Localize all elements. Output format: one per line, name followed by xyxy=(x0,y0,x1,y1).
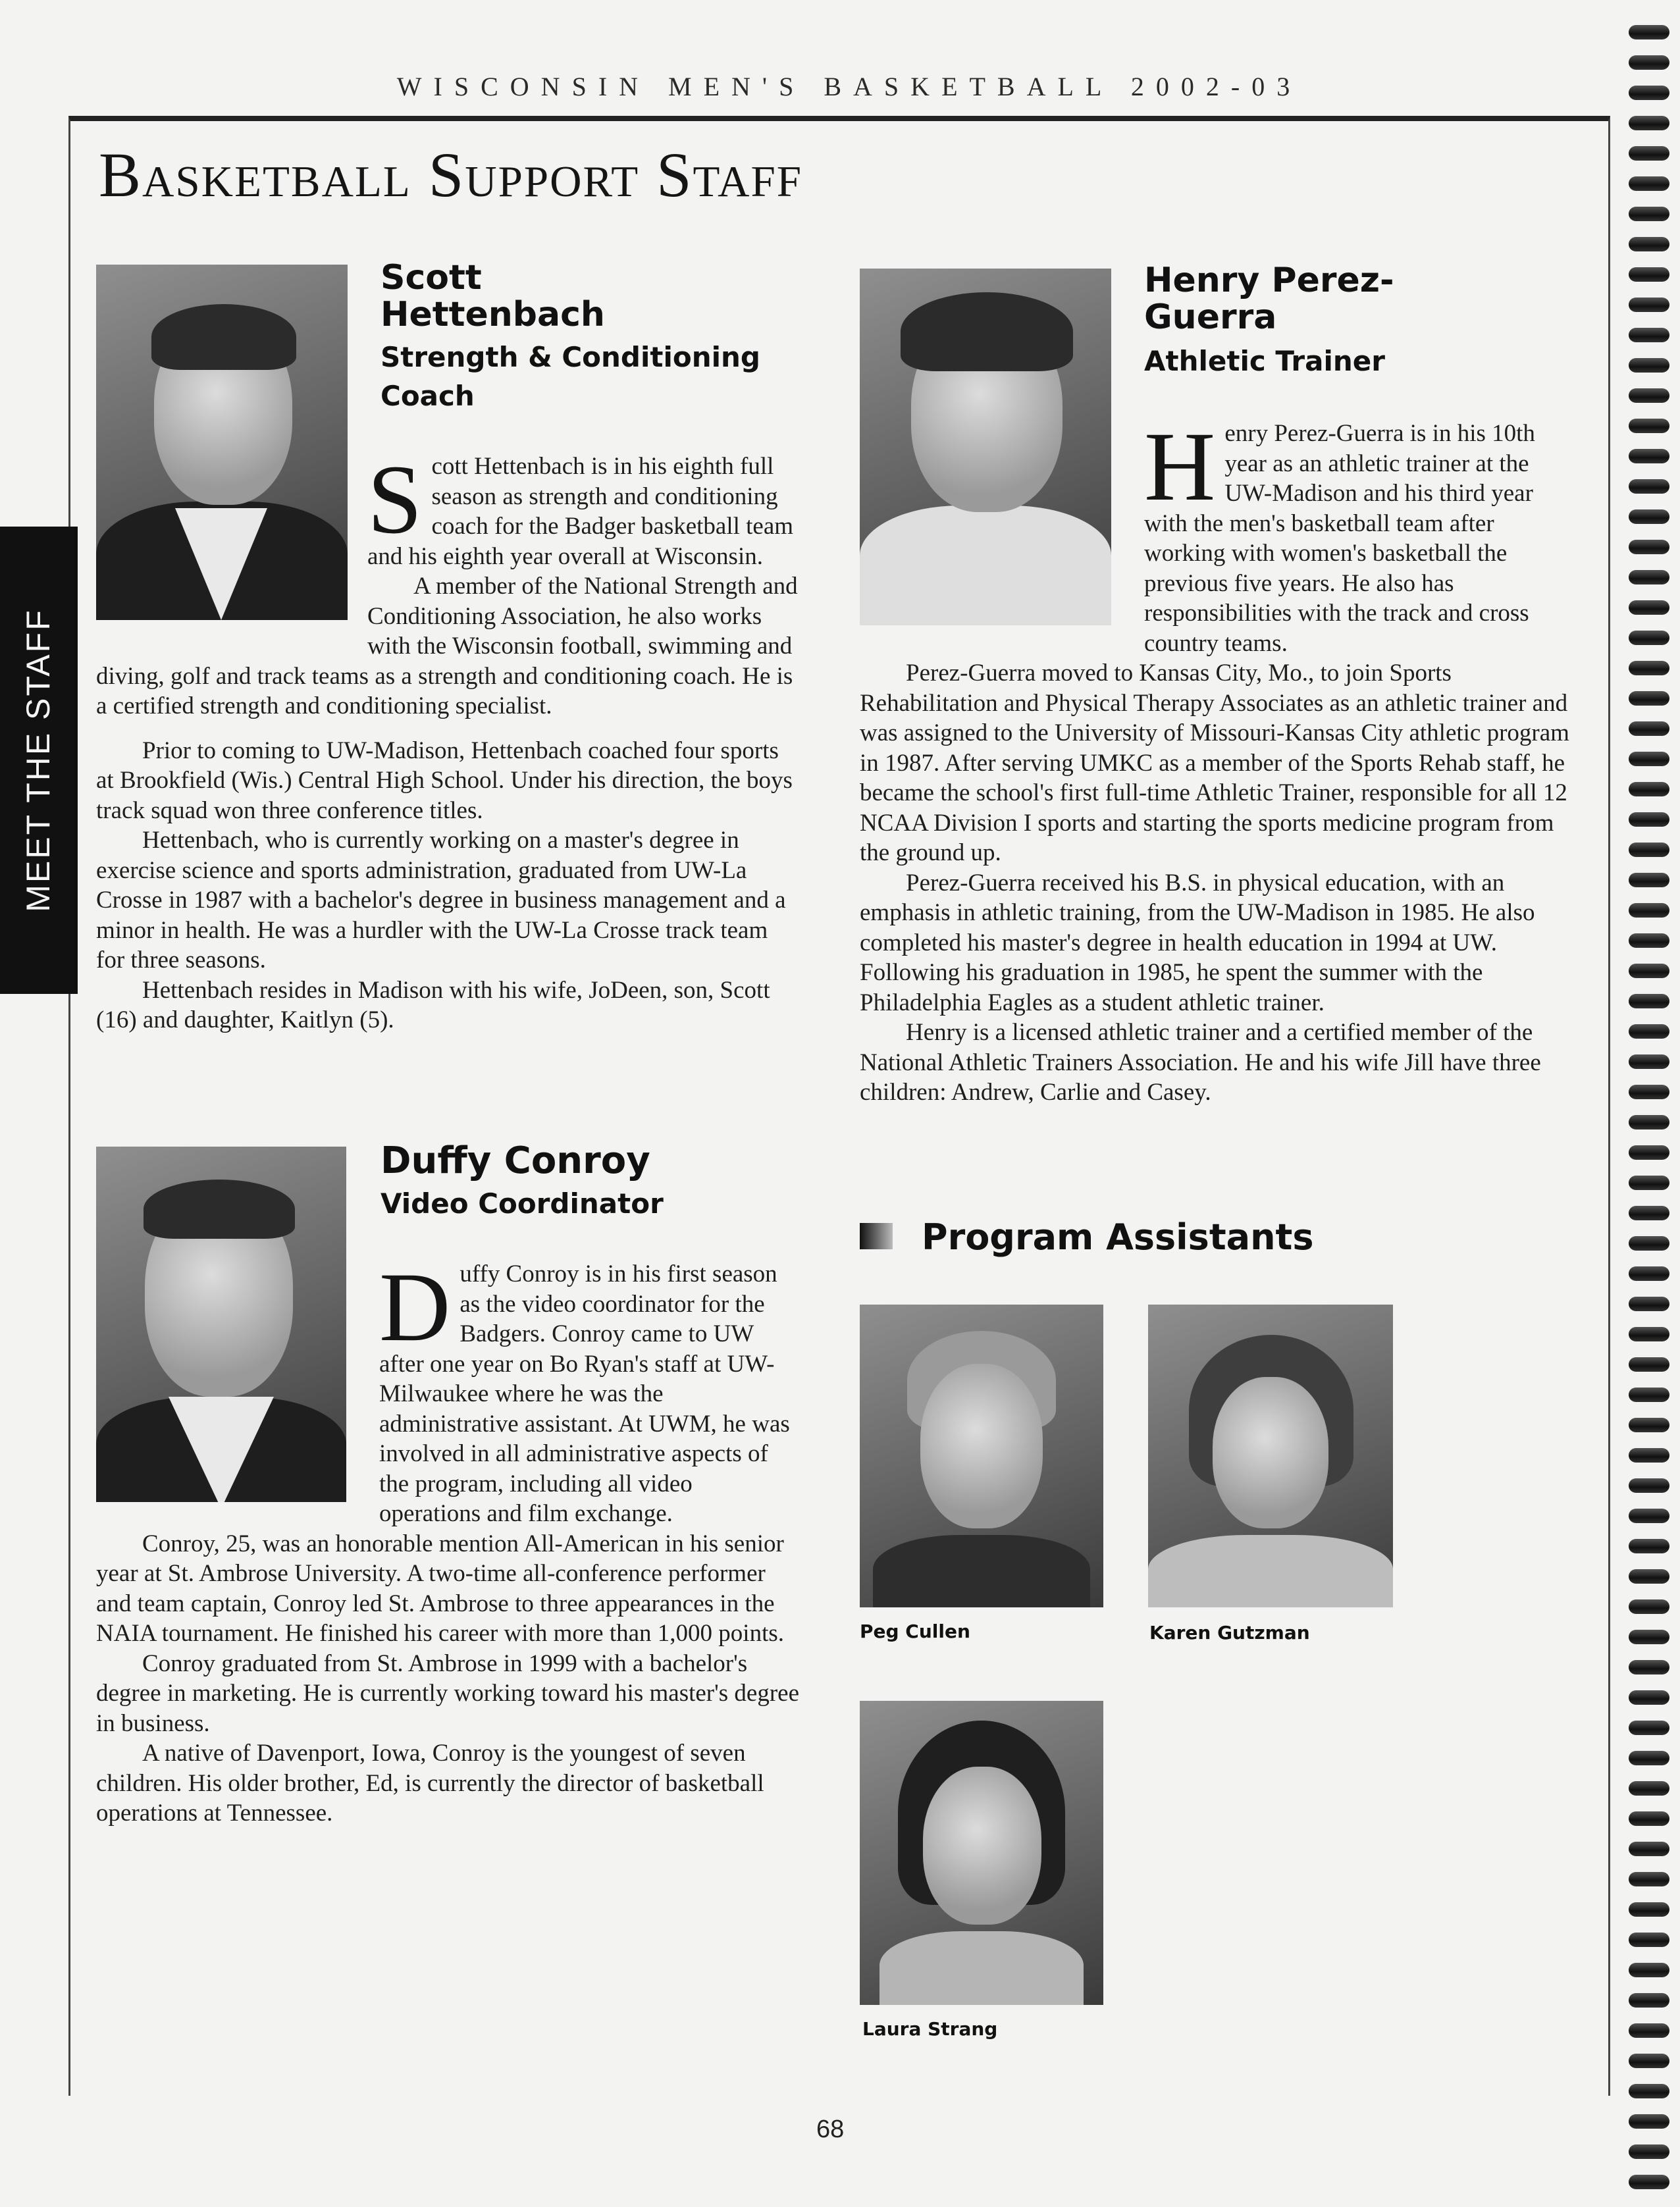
bio-paragraph: A member of the National Strength and Conditioning Association, he also works with the Wisconsin football, swimming and diving, golf and track teams as a strength and conditioning coach. He is a certified strength and conditioning specialist. xyxy=(96,573,798,719)
binding-ring xyxy=(1629,933,1669,948)
bio-paragraph: Perez-Guerra moved to Kansas City, Mo., to join Sports Rehabilitation and Physical Therapy Associates as an athletic trainer and was assigned to the University of Missouri-Kansas City athletic program in 1987. After serving UMKC as a member of the Sports Rehab staff, he became the school's first full-time Athletic Trainer, responsible for all 12 NCAA Division I sports and starting the sports medicine program from the ground up. xyxy=(860,660,1569,866)
binding-ring xyxy=(1629,782,1669,796)
bio-paragraph: Hettenbach resides in Madison with his wife, JoDeen, son, Scott (16) and daughter, Kaitlyn (5). xyxy=(96,976,770,1033)
binding-ring xyxy=(1629,1236,1669,1251)
bio-paragraph: Prior to coming to UW-Madison, Hettenbach coached four sports at Brookfield (Wis.) Central High School. Under his direction, the boys track squad won three conference titles. xyxy=(96,737,793,824)
binding-ring xyxy=(1629,721,1669,736)
binding-ring xyxy=(1629,2023,1669,2038)
binding-ring xyxy=(1629,1054,1669,1069)
bio-paragraph: enry Perez-Guerra is in his 10th year as an athletic trainer at the UW-Madison and his third year with the men's basketball team after working with women's basketball the previous five years. He also has responsibilities with the track and cross country teams. xyxy=(1144,420,1535,657)
binding-ring xyxy=(1629,207,1669,221)
binding-ring xyxy=(1629,812,1669,827)
binding-ring xyxy=(1629,2175,1669,2189)
binding-ring xyxy=(1629,2084,1669,2098)
bio-paragraph: Hettenbach, who is currently working on a master's degree in exercise science and sports administration, graduated from UW-La Crosse in 1987 with a bachelor's degree in business management and a minor in health. He was a hurdler with the UW-La Crosse track team for three seasons. xyxy=(96,827,786,974)
page-title: Basketball Support Staff xyxy=(99,140,802,210)
binding-ring xyxy=(1629,1690,1669,1705)
binding-ring xyxy=(1629,419,1669,433)
photo-caption: Karen Gutzman xyxy=(1149,1622,1310,1644)
spiral-binding xyxy=(1629,13,1680,2207)
binding-ring xyxy=(1629,1599,1669,1614)
binding-ring xyxy=(1629,1327,1669,1341)
binding-ring xyxy=(1629,388,1669,403)
bio-paragraph: uffy Conroy is in his first season as the video coordinator for the Badgers. Conroy came to UW after one year on Bo Ryan's staff at UW-Milwaukee where he was the administrative assistant. At UWM, he was involved in all administrative aspects of the program, including all video operations and film exchange. xyxy=(379,1260,790,1527)
portrait-photo-laura-strang xyxy=(860,1701,1103,2005)
binding-ring xyxy=(1629,1902,1669,1917)
bio-paragraph: cott Hettenbach is in his eighth full season as strength and conditioning coach for the Badger basketball team and his eighth year overall at Wisconsin. xyxy=(367,453,794,570)
staff-role: Video Coordinator xyxy=(381,1187,664,1220)
binding-ring xyxy=(1629,964,1669,978)
bio-paragraph: Perez-Guerra received his B.S. in physical education, with an emphasis in athletic training, from the UW-Madison in 1985. He also completed his master's degree in health education in 1994 at UW. Following his graduation in 1985, he spent the summer with the Philadelphia Eagles as a student athletic trainer. xyxy=(860,869,1535,1016)
binding-ring xyxy=(1629,661,1669,675)
binding-ring xyxy=(1629,540,1669,554)
drop-cap: D xyxy=(379,1253,451,1362)
staff-name: Duffy Conroy xyxy=(381,1139,650,1182)
section-heading: Program Assistants xyxy=(922,1216,1314,1258)
binding-ring xyxy=(1629,903,1669,918)
binding-ring xyxy=(1629,1811,1669,1826)
staff-role: Strength & Conditioning Coach xyxy=(381,341,760,412)
staff-name: Henry Perez-Guerra xyxy=(1144,261,1394,338)
binding-ring xyxy=(1629,55,1669,70)
bio-text xyxy=(96,1253,800,1829)
binding-ring xyxy=(1629,1388,1669,1402)
binding-ring xyxy=(1629,1721,1669,1735)
binding-ring xyxy=(1629,449,1669,463)
binding-ring xyxy=(1629,2144,1669,2159)
binding-ring xyxy=(1629,1448,1669,1463)
staff-name: Scott Hettenbach xyxy=(381,258,605,335)
binding-ring xyxy=(1629,600,1669,615)
binding-ring xyxy=(1629,1660,1669,1675)
photo-caption: Laura Strang xyxy=(862,2018,998,2040)
binding-ring xyxy=(1629,994,1669,1008)
bio-text xyxy=(860,412,1571,1108)
binding-ring xyxy=(1629,1206,1669,1220)
binding-ring xyxy=(1629,1145,1669,1160)
binding-ring xyxy=(1629,631,1669,645)
binding-ring xyxy=(1629,1266,1669,1281)
binding-ring xyxy=(1629,2114,1669,2129)
binding-ring xyxy=(1629,176,1669,191)
binding-ring xyxy=(1629,1085,1669,1099)
binding-ring xyxy=(1629,146,1669,161)
binding-ring xyxy=(1629,1478,1669,1493)
binding-ring xyxy=(1629,1569,1669,1584)
binding-ring xyxy=(1629,752,1669,766)
binding-ring xyxy=(1629,267,1669,282)
binding-ring xyxy=(1629,358,1669,373)
running-head: WISCONSIN MEN'S BASKETBALL 2002-03 xyxy=(396,72,1302,101)
binding-ring xyxy=(1629,116,1669,130)
binding-ring xyxy=(1629,1024,1669,1039)
section-marker-icon xyxy=(860,1223,893,1249)
binding-ring xyxy=(1629,25,1669,39)
bio-text xyxy=(96,445,799,1035)
binding-ring xyxy=(1629,1630,1669,1644)
page-number: 68 xyxy=(816,2116,845,2143)
binding-ring xyxy=(1629,1751,1669,1765)
binding-ring xyxy=(1629,691,1669,706)
binding-ring xyxy=(1629,1357,1669,1372)
binding-ring xyxy=(1629,1963,1669,1977)
section-tab-label: MEET THE STAFF xyxy=(20,608,57,912)
binding-ring xyxy=(1629,1297,1669,1311)
binding-ring xyxy=(1629,1418,1669,1432)
binding-ring xyxy=(1629,509,1669,524)
drop-cap: S xyxy=(367,445,423,554)
photo-caption: Peg Cullen xyxy=(860,1621,970,1642)
binding-ring xyxy=(1629,1933,1669,1947)
binding-ring xyxy=(1629,237,1669,251)
bio-paragraph: Conroy, 25, was an honorable mention All-American in his senior year at St. Ambrose University. A two-time all-conference performer and team captain, Conroy led St. Ambrose to three appearances in the NAIA tournament. He finished his career with more than 1,000 points. xyxy=(96,1530,785,1647)
staff-role: Athletic Trainer xyxy=(1144,345,1385,377)
binding-ring xyxy=(1629,1509,1669,1523)
binding-ring xyxy=(1629,1176,1669,1190)
binding-ring xyxy=(1629,1781,1669,1796)
portrait-photo-karen-gutzman xyxy=(1148,1305,1393,1607)
bio-paragraph: Henry is a licensed athletic trainer and a certified member of the National Athletic Trainers Association. He and his wife Jill have three children: Andrew, Carlie and Casey. xyxy=(860,1019,1541,1106)
binding-ring xyxy=(1629,1539,1669,1553)
portrait-photo-peg-cullen xyxy=(860,1305,1103,1607)
bio-paragraph: A native of Davenport, Iowa, Conroy is the youngest of seven children. His older brother, Ed, is currently the director of basketball operations at Tennessee. xyxy=(96,1740,764,1827)
binding-ring xyxy=(1629,1115,1669,1129)
binding-ring xyxy=(1629,86,1669,100)
binding-ring xyxy=(1629,843,1669,857)
binding-ring xyxy=(1629,479,1669,494)
binding-ring xyxy=(1629,2054,1669,2068)
drop-cap: H xyxy=(1144,412,1216,521)
section-tab xyxy=(0,527,78,994)
binding-ring xyxy=(1629,1872,1669,1886)
binding-ring xyxy=(1629,873,1669,887)
binding-ring xyxy=(1629,298,1669,312)
binding-ring xyxy=(1629,570,1669,584)
binding-ring xyxy=(1629,1842,1669,1856)
binding-ring xyxy=(1629,1993,1669,2008)
bio-paragraph: Conroy graduated from St. Ambrose in 1999 with a bachelor's degree in marketing. He is currently working toward his master's degree in business. xyxy=(96,1649,800,1737)
binding-ring xyxy=(1629,328,1669,342)
